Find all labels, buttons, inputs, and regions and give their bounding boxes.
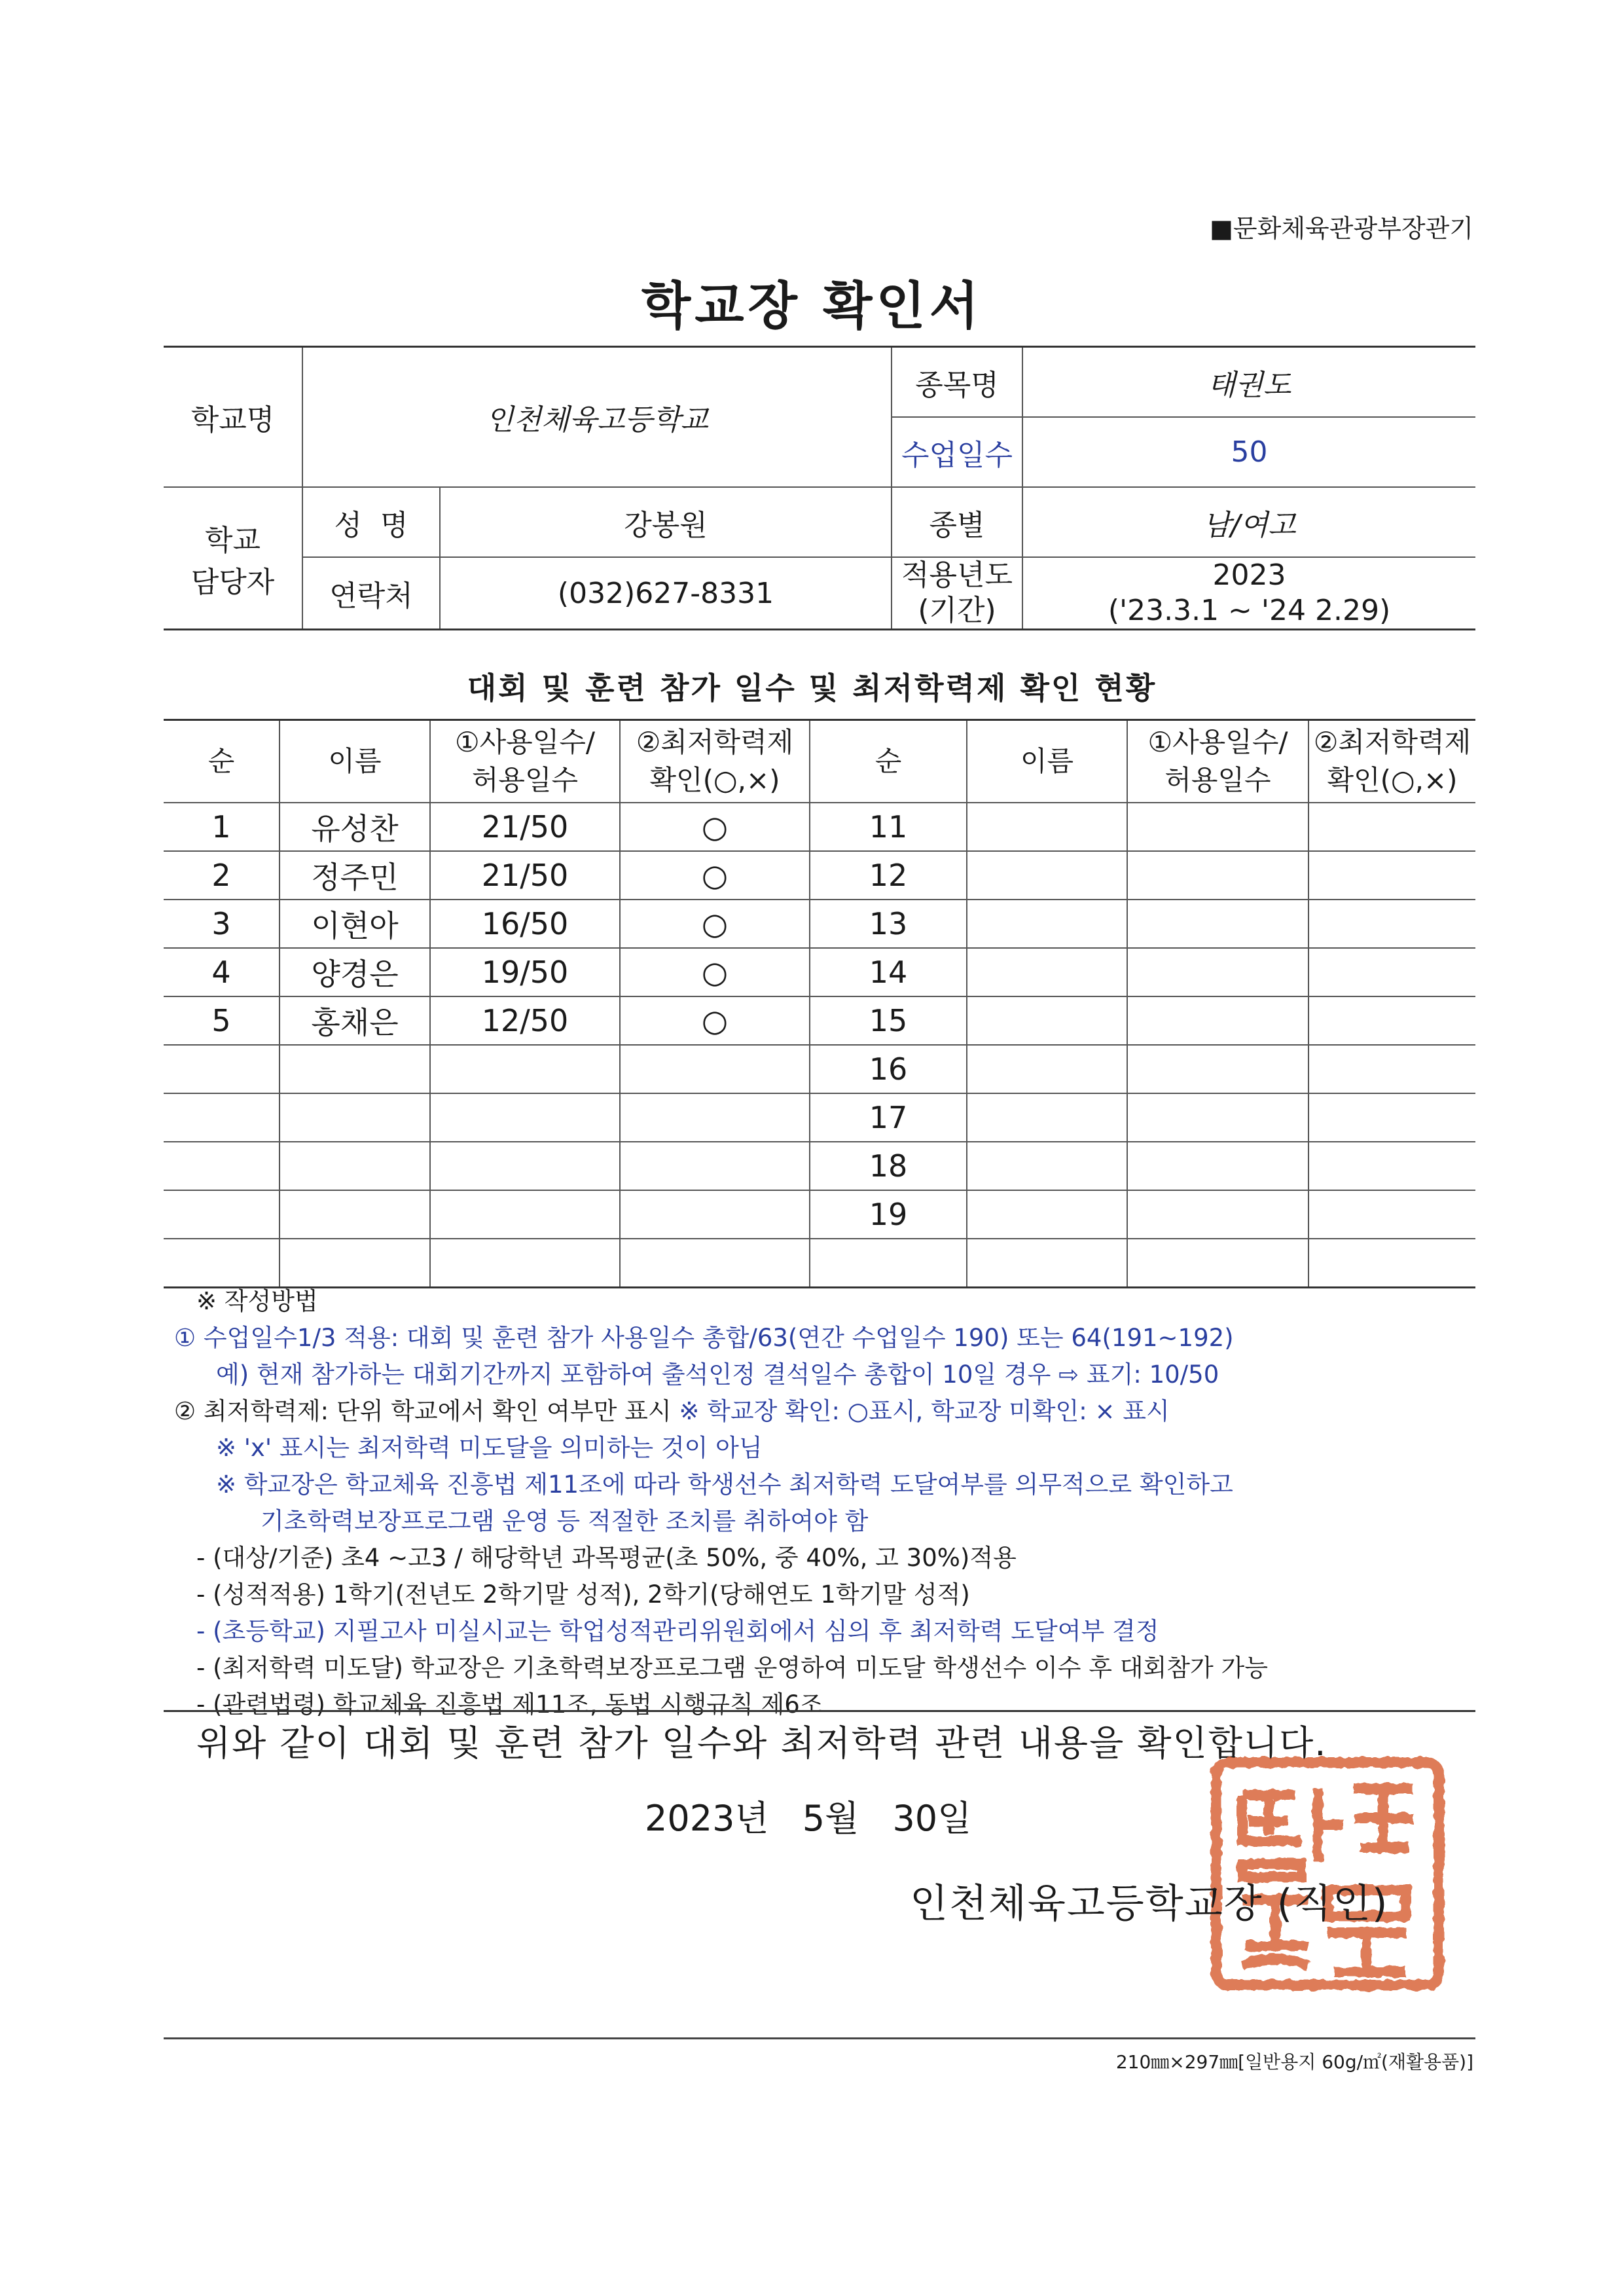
year-label-line2: (기간) — [918, 594, 996, 627]
detail-5: - (관련법령) 학교체육 진흥법 제11조, 동법 시행규칙 제6조 — [196, 1690, 823, 1719]
row-days-2 — [1127, 1093, 1308, 1142]
row-days — [430, 1093, 620, 1142]
row-name-2 — [967, 1190, 1127, 1239]
row-name-2 — [967, 1093, 1127, 1142]
row-min-check-2 — [1308, 1142, 1475, 1190]
row-min-check-2 — [1308, 900, 1475, 948]
row-days-2 — [1127, 1142, 1308, 1190]
staff-label-line1: 학교 — [204, 523, 261, 557]
row-min-check-2 — [1308, 851, 1475, 900]
row-no: 2 — [164, 851, 280, 900]
ministry-form-label: ■문화체육관광부장관기 — [1210, 214, 1473, 243]
row-min-check — [620, 1190, 810, 1239]
row-name-2 — [967, 996, 1127, 1045]
table-header-row — [164, 720, 1475, 803]
class-days-value: 50 — [1022, 417, 1475, 487]
row-name-2 — [967, 948, 1127, 996]
year-value-cell — [1022, 557, 1475, 630]
row-name-2 — [967, 851, 1127, 900]
contact-label: 연락처 — [302, 557, 440, 630]
head-name: 이름 — [280, 720, 430, 803]
row-name-2 — [967, 803, 1127, 851]
row-days-2 — [1127, 1190, 1308, 1239]
row-min-check: ○ — [620, 851, 810, 900]
detail-2: - (성적적용) 1학기(전년도 2학기말 성적), 2학기(당해연도 1학기말 성적) — [196, 1580, 970, 1609]
row-no — [164, 1045, 280, 1093]
row-name: 양경은 — [280, 948, 430, 996]
principal-signature: 인천체육고등학교장 (직인) — [910, 1881, 1389, 1927]
head-days — [430, 720, 620, 803]
footer-divider — [164, 2037, 1475, 2039]
detail-3: - (초등학교) 지필고사 미실시교는 학업성적관리위원회에서 심의 후 최저학력 도달여부 결정 — [196, 1617, 1159, 1645]
table-row — [164, 900, 1475, 948]
head-days-line1: ①사용일수/ — [454, 726, 596, 758]
note-2a: ② 최저학력제: 단위 학교에서 확인 여부만 표시 — [174, 1397, 672, 1425]
row-name: 정주민 — [280, 851, 430, 900]
row-min-check-2 — [1308, 996, 1475, 1045]
row-min-check-2 — [1308, 803, 1475, 851]
note-2b: ※ 학교장 확인: ○표시, 학교장 미확인: × 표시 — [679, 1397, 1170, 1425]
row-days-2 — [1127, 803, 1308, 851]
row-min-check: ○ — [620, 996, 810, 1045]
row-name — [280, 1239, 430, 1288]
head-days-2 — [1127, 720, 1308, 803]
row-no-2: 11 — [810, 803, 967, 851]
row-name: 홍채은 — [280, 996, 430, 1045]
row-min-check: ○ — [620, 900, 810, 948]
head-min-2-line1: ②최저학력제 — [1313, 726, 1471, 758]
row-no-2: 17 — [810, 1093, 967, 1142]
row-min-check-2 — [1308, 1045, 1475, 1093]
closing-divider — [164, 1710, 1475, 1712]
paper-spec: 210㎜×297㎜[일반용지 60g/㎡(재활용품)] — [1115, 2051, 1473, 2073]
row-days — [430, 1142, 620, 1190]
head-no-2: 순 — [810, 720, 967, 803]
row-days-2 — [1127, 900, 1308, 948]
school-label: 학교명 — [164, 347, 302, 488]
row-days — [430, 1045, 620, 1093]
row-days-2 — [1127, 851, 1308, 900]
staff-label-line2: 담당자 — [190, 565, 275, 599]
note-4a: ※ 학교장은 학교체육 진흥법 제11조에 따라 학생선수 최저학력 도달여부를 의무적으로 확인하고 — [216, 1470, 1233, 1499]
table-row — [164, 1190, 1475, 1239]
head-min-2 — [1308, 720, 1475, 803]
head-min-2-line2: 확인(○,×) — [1327, 764, 1458, 796]
row-no-2: 12 — [810, 851, 967, 900]
sport-value: 태권도 — [1022, 347, 1475, 418]
head-days-2-line1: ①사용일수/ — [1147, 726, 1288, 758]
head-min-line2: 확인(○,×) — [649, 764, 780, 796]
row-min-check-2 — [1308, 1190, 1475, 1239]
row-days — [430, 1190, 620, 1239]
row-no — [164, 1239, 280, 1288]
participation-table — [164, 719, 1475, 1288]
row-min-check — [620, 1045, 810, 1093]
staff-label — [164, 487, 302, 630]
row-days: 21/50 — [430, 851, 620, 900]
table-row — [164, 803, 1475, 851]
year-value: 2023 — [1212, 558, 1286, 592]
head-name-2: 이름 — [967, 720, 1127, 803]
row-days — [430, 1239, 620, 1288]
table-row — [164, 948, 1475, 996]
info-table — [164, 346, 1475, 630]
confirmation-statement: 위와 같이 대회 및 훈련 참가 일수와 최저학력 관련 내용을 확인합니다. — [196, 1722, 1327, 1764]
period-value: ('23.3.1 ~ '24 2.29) — [1108, 594, 1391, 627]
row-name — [280, 1142, 430, 1190]
row-name: 이현아 — [280, 900, 430, 948]
row-min-check: ○ — [620, 803, 810, 851]
row-no-2 — [810, 1239, 967, 1288]
row-no-2: 19 — [810, 1190, 967, 1239]
head-days-line2: 허용일수 — [471, 764, 579, 796]
class-days-label: 수업일수 — [892, 417, 1022, 487]
notes-heading: ※ 작성방법 — [196, 1287, 318, 1315]
row-no-2: 13 — [810, 900, 967, 948]
table-row — [164, 1045, 1475, 1093]
row-name — [280, 1093, 430, 1142]
row-days: 16/50 — [430, 900, 620, 948]
row-min-check — [620, 1142, 810, 1190]
contact-value: (032)627-8331 — [440, 557, 892, 630]
row-no — [164, 1190, 280, 1239]
gender-value: 남/여고 — [1022, 487, 1475, 557]
name-label: 성 명 — [302, 487, 440, 557]
name-value: 강봉원 — [440, 487, 892, 557]
row-no — [164, 1093, 280, 1142]
row-days: 21/50 — [430, 803, 620, 851]
row-min-check-2 — [1308, 1239, 1475, 1288]
table-row — [164, 851, 1475, 900]
row-name-2 — [967, 1239, 1127, 1288]
table-row — [164, 1239, 1475, 1288]
row-min-check-2 — [1308, 948, 1475, 996]
row-min-check — [620, 1239, 810, 1288]
note-3: ※ 'x' 표시는 최저학력 미도달을 의미하는 것이 아님 — [216, 1434, 763, 1462]
row-no: 5 — [164, 996, 280, 1045]
year-label — [892, 557, 1022, 630]
row-min-check-2 — [1308, 1093, 1475, 1142]
row-no-2: 15 — [810, 996, 967, 1045]
row-days-2 — [1127, 1045, 1308, 1093]
row-name-2 — [967, 1142, 1127, 1190]
row-no — [164, 1142, 280, 1190]
row-days-2 — [1127, 996, 1308, 1045]
head-no: 순 — [164, 720, 280, 803]
row-min-check: ○ — [620, 948, 810, 996]
head-min — [620, 720, 810, 803]
row-days: 19/50 — [430, 948, 620, 996]
head-min-line1: ②최저학력제 — [636, 726, 794, 758]
row-no-2: 16 — [810, 1045, 967, 1093]
detail-4: - (최저학력 미도달) 학교장은 기초학력보장프로그램 운영하여 미도달 학생선수 이수 후 대회참가 가능 — [196, 1654, 1269, 1682]
school-value: 인천체육고등학교 — [302, 347, 892, 488]
note-4b: 기초학력보장프로그램 운영 등 적절한 조치를 취하여야 함 — [261, 1507, 869, 1535]
gender-label: 종별 — [892, 487, 1022, 557]
page-title: 학교장 확인서 — [641, 277, 983, 336]
table-row — [164, 1093, 1475, 1142]
row-name — [280, 1045, 430, 1093]
head-days-2-line2: 허용일수 — [1164, 764, 1271, 796]
row-days: 12/50 — [430, 996, 620, 1045]
row-days-2 — [1127, 948, 1308, 996]
row-name — [280, 1190, 430, 1239]
row-no-2: 14 — [810, 948, 967, 996]
year-label-line1: 적용년도 — [901, 558, 1013, 592]
row-name-2 — [967, 1045, 1127, 1093]
note-1a: ① 수업일수1/3 적용: 대회 및 훈련 참가 사용일수 총합/63(연간 수업일수 190) 또는 64(191~192) — [174, 1324, 1234, 1352]
table-row — [164, 996, 1475, 1045]
issue-date: 2023년 5월 30일 — [645, 1798, 972, 1839]
row-days-2 — [1127, 1239, 1308, 1288]
row-no: 3 — [164, 900, 280, 948]
sport-label: 종목명 — [892, 347, 1022, 418]
table-row — [164, 1142, 1475, 1190]
row-no: 1 — [164, 803, 280, 851]
row-no: 4 — [164, 948, 280, 996]
writing-instructions — [170, 1283, 1479, 1723]
row-no-2: 18 — [810, 1142, 967, 1190]
note-1b: 예) 현재 참가하는 대회기간까지 포함하여 출석인정 결석일수 총합이 10일 경우 ⇨ 표기: 10/50 — [216, 1360, 1219, 1389]
row-min-check — [620, 1093, 810, 1142]
row-name: 유성찬 — [280, 803, 430, 851]
table-title: 대회 및 훈련 참가 일수 및 최저학력제 확인 현황 — [467, 670, 1157, 706]
row-name-2 — [967, 900, 1127, 948]
detail-1: - (대상/기준) 초4 ~고3 / 해당학년 과목평균(초 50%, 중 40%, 고 30%)적용 — [196, 1544, 1017, 1572]
